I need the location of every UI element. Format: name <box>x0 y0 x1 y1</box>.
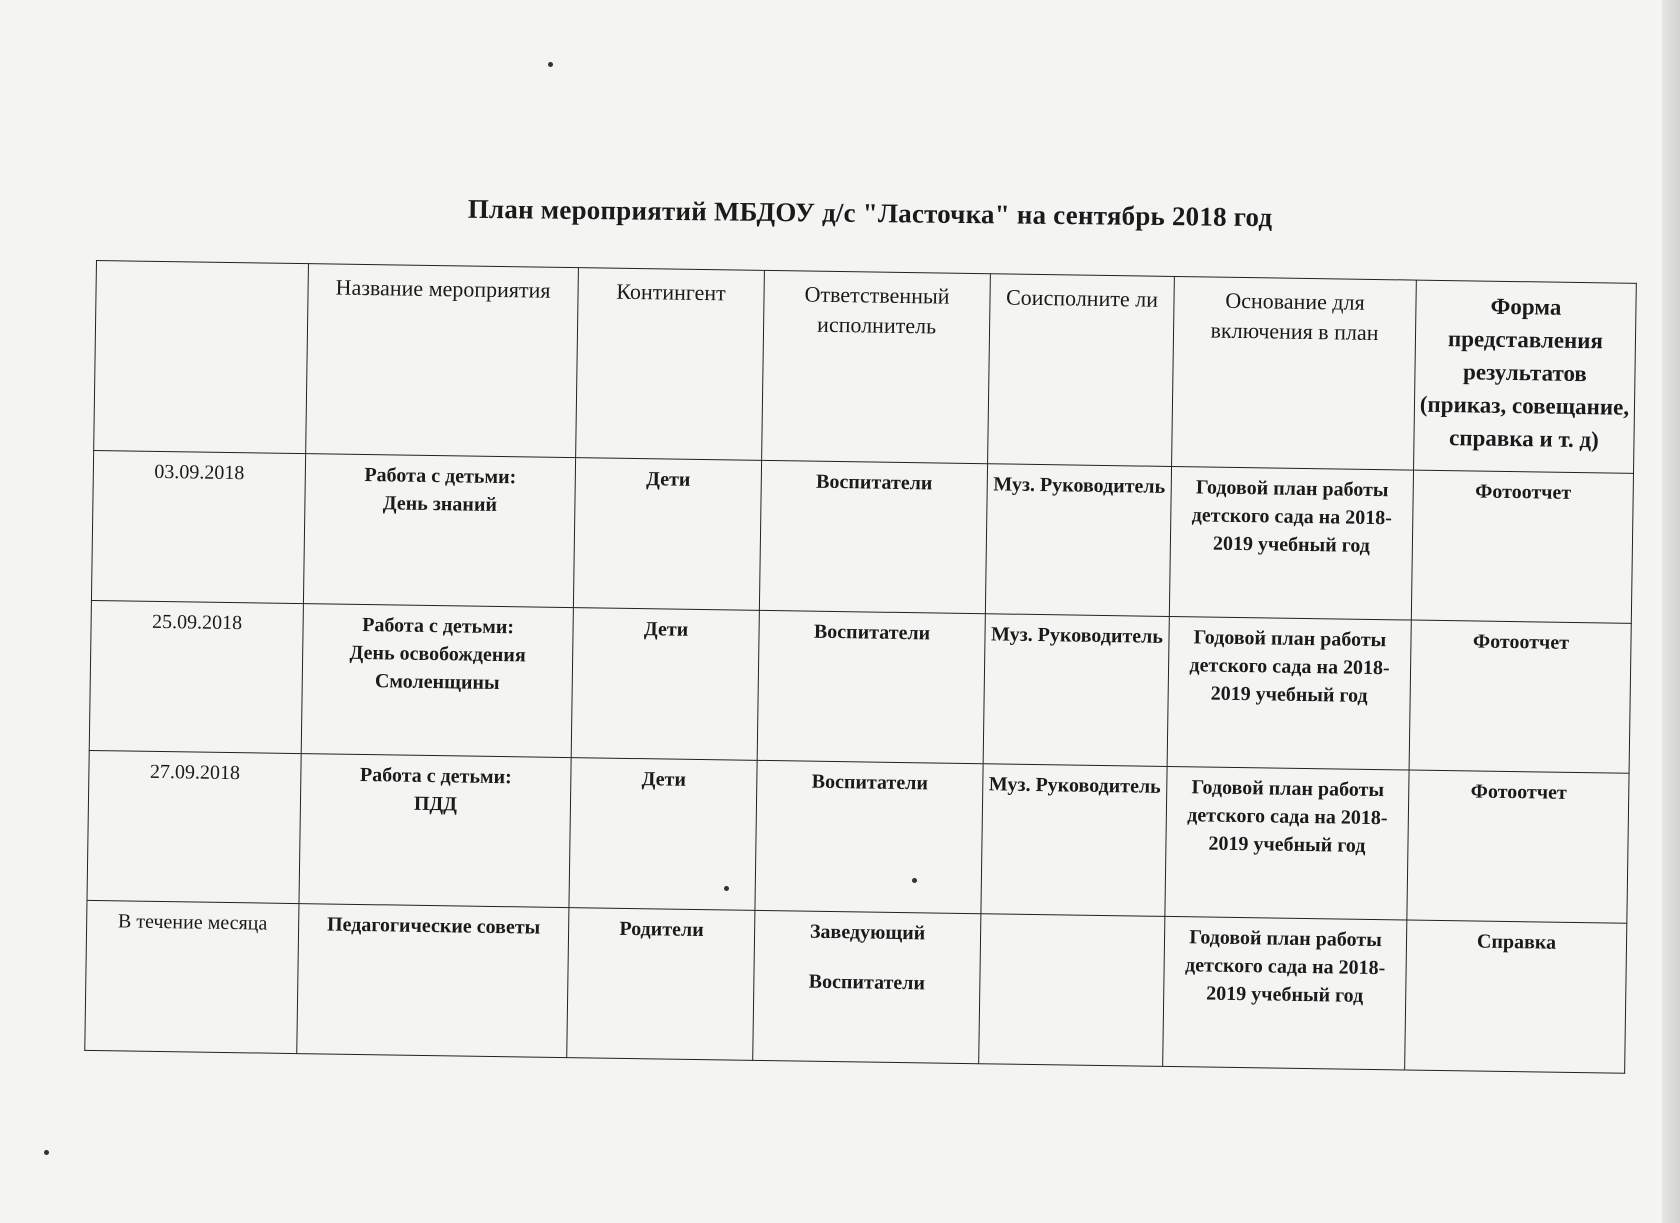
spacer <box>759 945 976 970</box>
row-responsible-line: Воспитатели <box>813 620 931 645</box>
row-co-executors: Муз. Руководитель <box>985 464 1171 617</box>
row-responsible-line: Воспитатели <box>811 770 929 795</box>
table-row <box>89 600 1631 773</box>
row-event <box>299 754 571 908</box>
table-header-row <box>94 261 1637 474</box>
row-date: В течение месяца <box>85 900 299 1053</box>
row-event-line: День знаний <box>382 492 498 516</box>
scan-speck <box>548 62 553 67</box>
table-row <box>91 450 1633 623</box>
header-co-executors: Соисполните ли <box>988 274 1175 467</box>
row-result-form: Фотоотчет <box>1411 470 1633 623</box>
row-event-line: ПДД <box>413 792 458 816</box>
row-basis: Годовой план работы детского сада на 2018-2019 учебный год <box>1169 466 1413 620</box>
row-responsible <box>753 910 981 1063</box>
event-plan-table <box>84 260 1637 1074</box>
header-basis: Основание для включения в план <box>1172 276 1417 470</box>
row-event-line: Работа с детьми: <box>359 763 512 789</box>
row-event <box>303 454 575 608</box>
row-responsible <box>757 610 985 763</box>
row-basis: Годовой план работы детского сада на 2018-2019 учебный год <box>1167 616 1411 770</box>
scan-speck <box>44 1150 49 1155</box>
row-event <box>301 604 573 758</box>
row-co-executors <box>979 914 1165 1067</box>
header-result-form: Форма представления результатов (приказ, совещание, справка и т. д) <box>1414 280 1637 473</box>
row-result-form: Справка <box>1405 920 1627 1073</box>
row-event <box>297 904 569 1058</box>
header-event-name: Название мероприятия <box>306 264 579 458</box>
header-responsible: Ответственный исполнитель <box>762 270 991 463</box>
table-row <box>87 750 1629 923</box>
row-event-line: День освобождения Смоленщины <box>349 641 526 695</box>
row-responsible-line: Воспитатели <box>815 470 933 495</box>
row-responsible <box>759 460 987 613</box>
row-responsible <box>755 760 983 913</box>
row-contingent: Родители <box>567 908 755 1061</box>
row-contingent: Дети <box>569 758 757 911</box>
row-contingent: Дети <box>573 458 761 611</box>
table-row <box>85 900 1627 1073</box>
row-basis: Годовой план работы детского сада на 2018-2019 учебный год <box>1163 916 1407 1070</box>
header-date <box>94 261 309 454</box>
row-date: 03.09.2018 <box>91 450 305 603</box>
header-contingent: Контингент <box>576 268 765 461</box>
row-basis: Годовой план работы детского сада на 2018-2019 учебный год <box>1165 766 1409 920</box>
row-result-form: Фотоотчет <box>1409 620 1631 773</box>
row-contingent: Дети <box>571 608 759 761</box>
document-title: План мероприятий МБДОУ д/с "Ласточка" на сентябрь 2018 год <box>467 193 1273 233</box>
row-date: 25.09.2018 <box>89 600 303 753</box>
row-event-line: Работа с детьми: <box>364 464 517 489</box>
row-responsible-line: Воспитатели <box>808 970 926 995</box>
row-result-form: Фотоотчет <box>1407 770 1629 923</box>
scanned-page-edge <box>1662 0 1680 1223</box>
row-date: 27.09.2018 <box>87 750 301 903</box>
row-event-line: Педагогические советы <box>326 913 541 939</box>
row-co-executors: Муз. Руководитель <box>983 614 1169 767</box>
row-event-line: Работа с детьми: <box>362 613 515 639</box>
row-responsible-line: Заведующий <box>809 920 926 945</box>
row-co-executors: Муз. Руководитель <box>981 764 1167 917</box>
